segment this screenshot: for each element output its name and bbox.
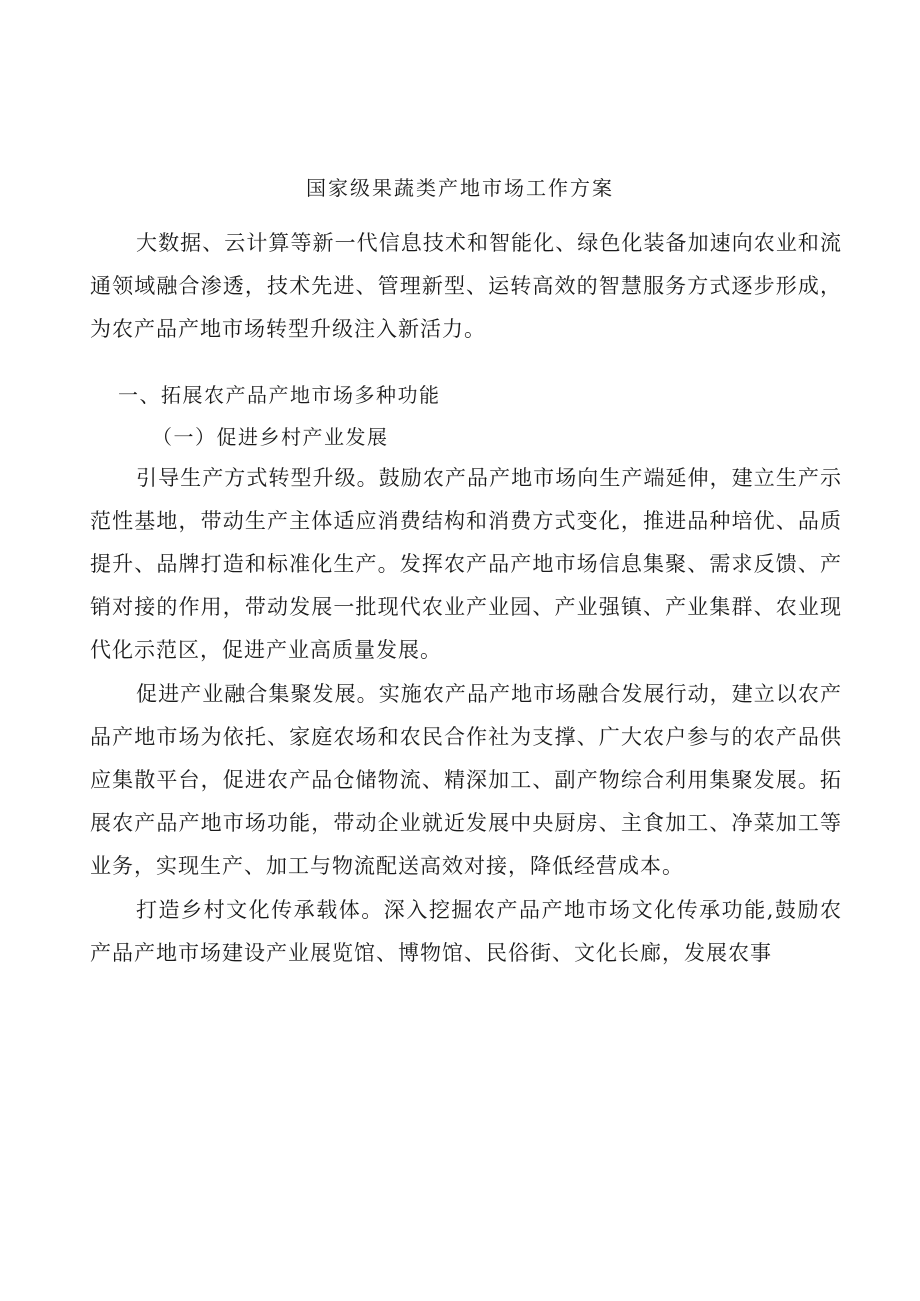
body-paragraph-3: 打造乡村文化传承载体。深入挖掘农产品产地市场文化传承功能,鼓励农产品产地市场建设产业展览馆、博物馆、民俗街、文化长廊，发展农事	[90, 897, 842, 965]
body-paragraph-2: 促进产业融合集聚发展。实施农产品产地市场融合发展行动，建立以农产品产地市场为依托、家庭农场和农民合作社为支撑、广大农户参与的农产品供应集散平台，促进农产品仓储物流、精深加工、副产物综合利用集聚发展。拓展农产品产地市场功能，带动企业就近发展中央厨房、主食加工、净菜加工等业务，实现生产、加工与物流配送高效对接，降低经营成本。	[90, 681, 842, 879]
intro-paragraph: 大数据、云计算等新一代信息技术和智能化、绿色化装备加速向农业和流通领域融合渗透，技术先进、管理新型、运转高效的智慧服务方式逐步形成，为农产品产地市场转型升级注入新活力。	[90, 231, 842, 342]
subsection-heading: （一）促进乡村产业发展	[152, 424, 389, 449]
body-paragraph-1: 引导生产方式转型升级。鼓励农产品产地市场向生产端延伸，建立生产示范性基地，带动生产主体适应消费结构和消费方式变化，推进品种培优、品质提升、品牌打造和标准化生产。发挥农产品产地市场信息集聚、需求反馈、产销对接的作用，带动发展一批现代农业产业园、产业强镇、产业集群、农业现代化示范区，促进产业高质量发展。	[90, 465, 842, 663]
section-heading: 一、拓展农产品产地市场多种功能	[118, 382, 441, 407]
document-title: 国家级果蔬类产地市场工作方案	[306, 176, 614, 200]
document-body	[90, 222, 842, 975]
